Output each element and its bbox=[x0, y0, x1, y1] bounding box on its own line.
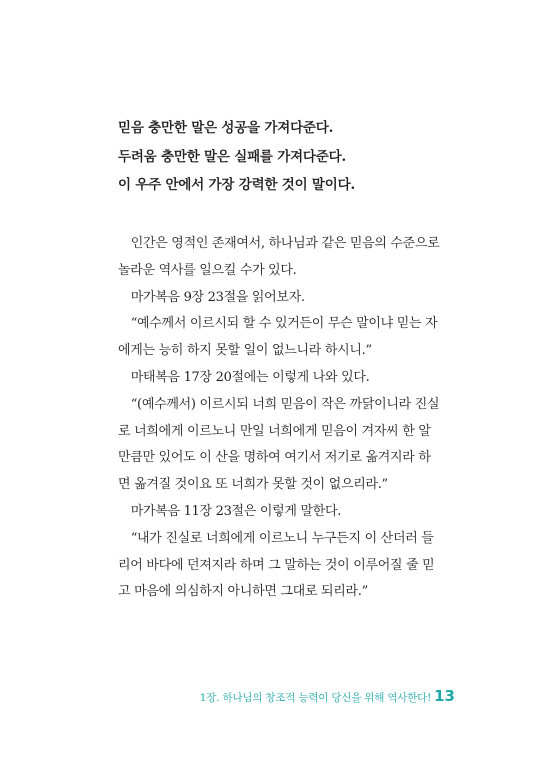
chapter-title: 1장. 하나님의 창조적 능력이 당신을 위해 역사한다! bbox=[199, 692, 432, 704]
body-line: 인간은 영적인 존재여서, 하나님과 같은 믿음의 수준으로 bbox=[118, 236, 440, 251]
body-line: 에게는 능히 하지 못할 일이 없느니라 하시니.” bbox=[118, 343, 372, 359]
body-line: “(예수께서) 이르시되 너희 믿음이 작은 까닭이니라 진실 bbox=[118, 396, 440, 412]
body-line: 로 너희에게 이르노니 만일 너희에게 믿음이 겨자씨 한 알 bbox=[118, 423, 431, 439]
page-number: 13 bbox=[434, 687, 455, 705]
body-line: 놀라운 역사를 일으킬 수가 있다. bbox=[118, 262, 297, 278]
body-line: 만큼만 있어도 이 산을 명하여 여기서 저기로 옮겨지라 하 bbox=[118, 450, 431, 466]
emphasis-line: 이 우주 안에서 가장 강력한 것이 말이다. bbox=[118, 177, 355, 193]
body-line: 마가복음 9장 23절을 읽어보자. bbox=[118, 289, 305, 305]
body-line: 면 옮겨질 것이요 또 너희가 못할 것이 없으리라.” bbox=[118, 477, 388, 493]
page-footer bbox=[200, 687, 455, 705]
body-line: 고 마음에 의심하지 아니하면 그대로 되리라.” bbox=[118, 584, 368, 600]
body-text bbox=[118, 231, 458, 606]
emphasis-block bbox=[118, 114, 478, 200]
body-line: 마가복음 11장 23절은 이렇게 말한다. bbox=[118, 503, 342, 519]
body-line: 리어 바다에 던져지라 하며 그 말하는 것이 이루어질 줄 믿 bbox=[118, 557, 435, 573]
body-line: “예수께서 이르시되 할 수 있거든이 무슨 말이냐 믿는 자 bbox=[118, 316, 438, 332]
emphasis-line: 두려움 충만한 말은 실패를 가져다준다. bbox=[118, 148, 346, 165]
body-line: “내가 진실로 너희에게 이르노니 누구든지 이 산더러 들 bbox=[118, 530, 434, 546]
emphasis-line: 믿음 충만한 말은 성공을 가져다준다. bbox=[118, 120, 334, 136]
body-line: 마태복음 17장 20절에는 이렇게 나와 있다. bbox=[118, 369, 370, 385]
